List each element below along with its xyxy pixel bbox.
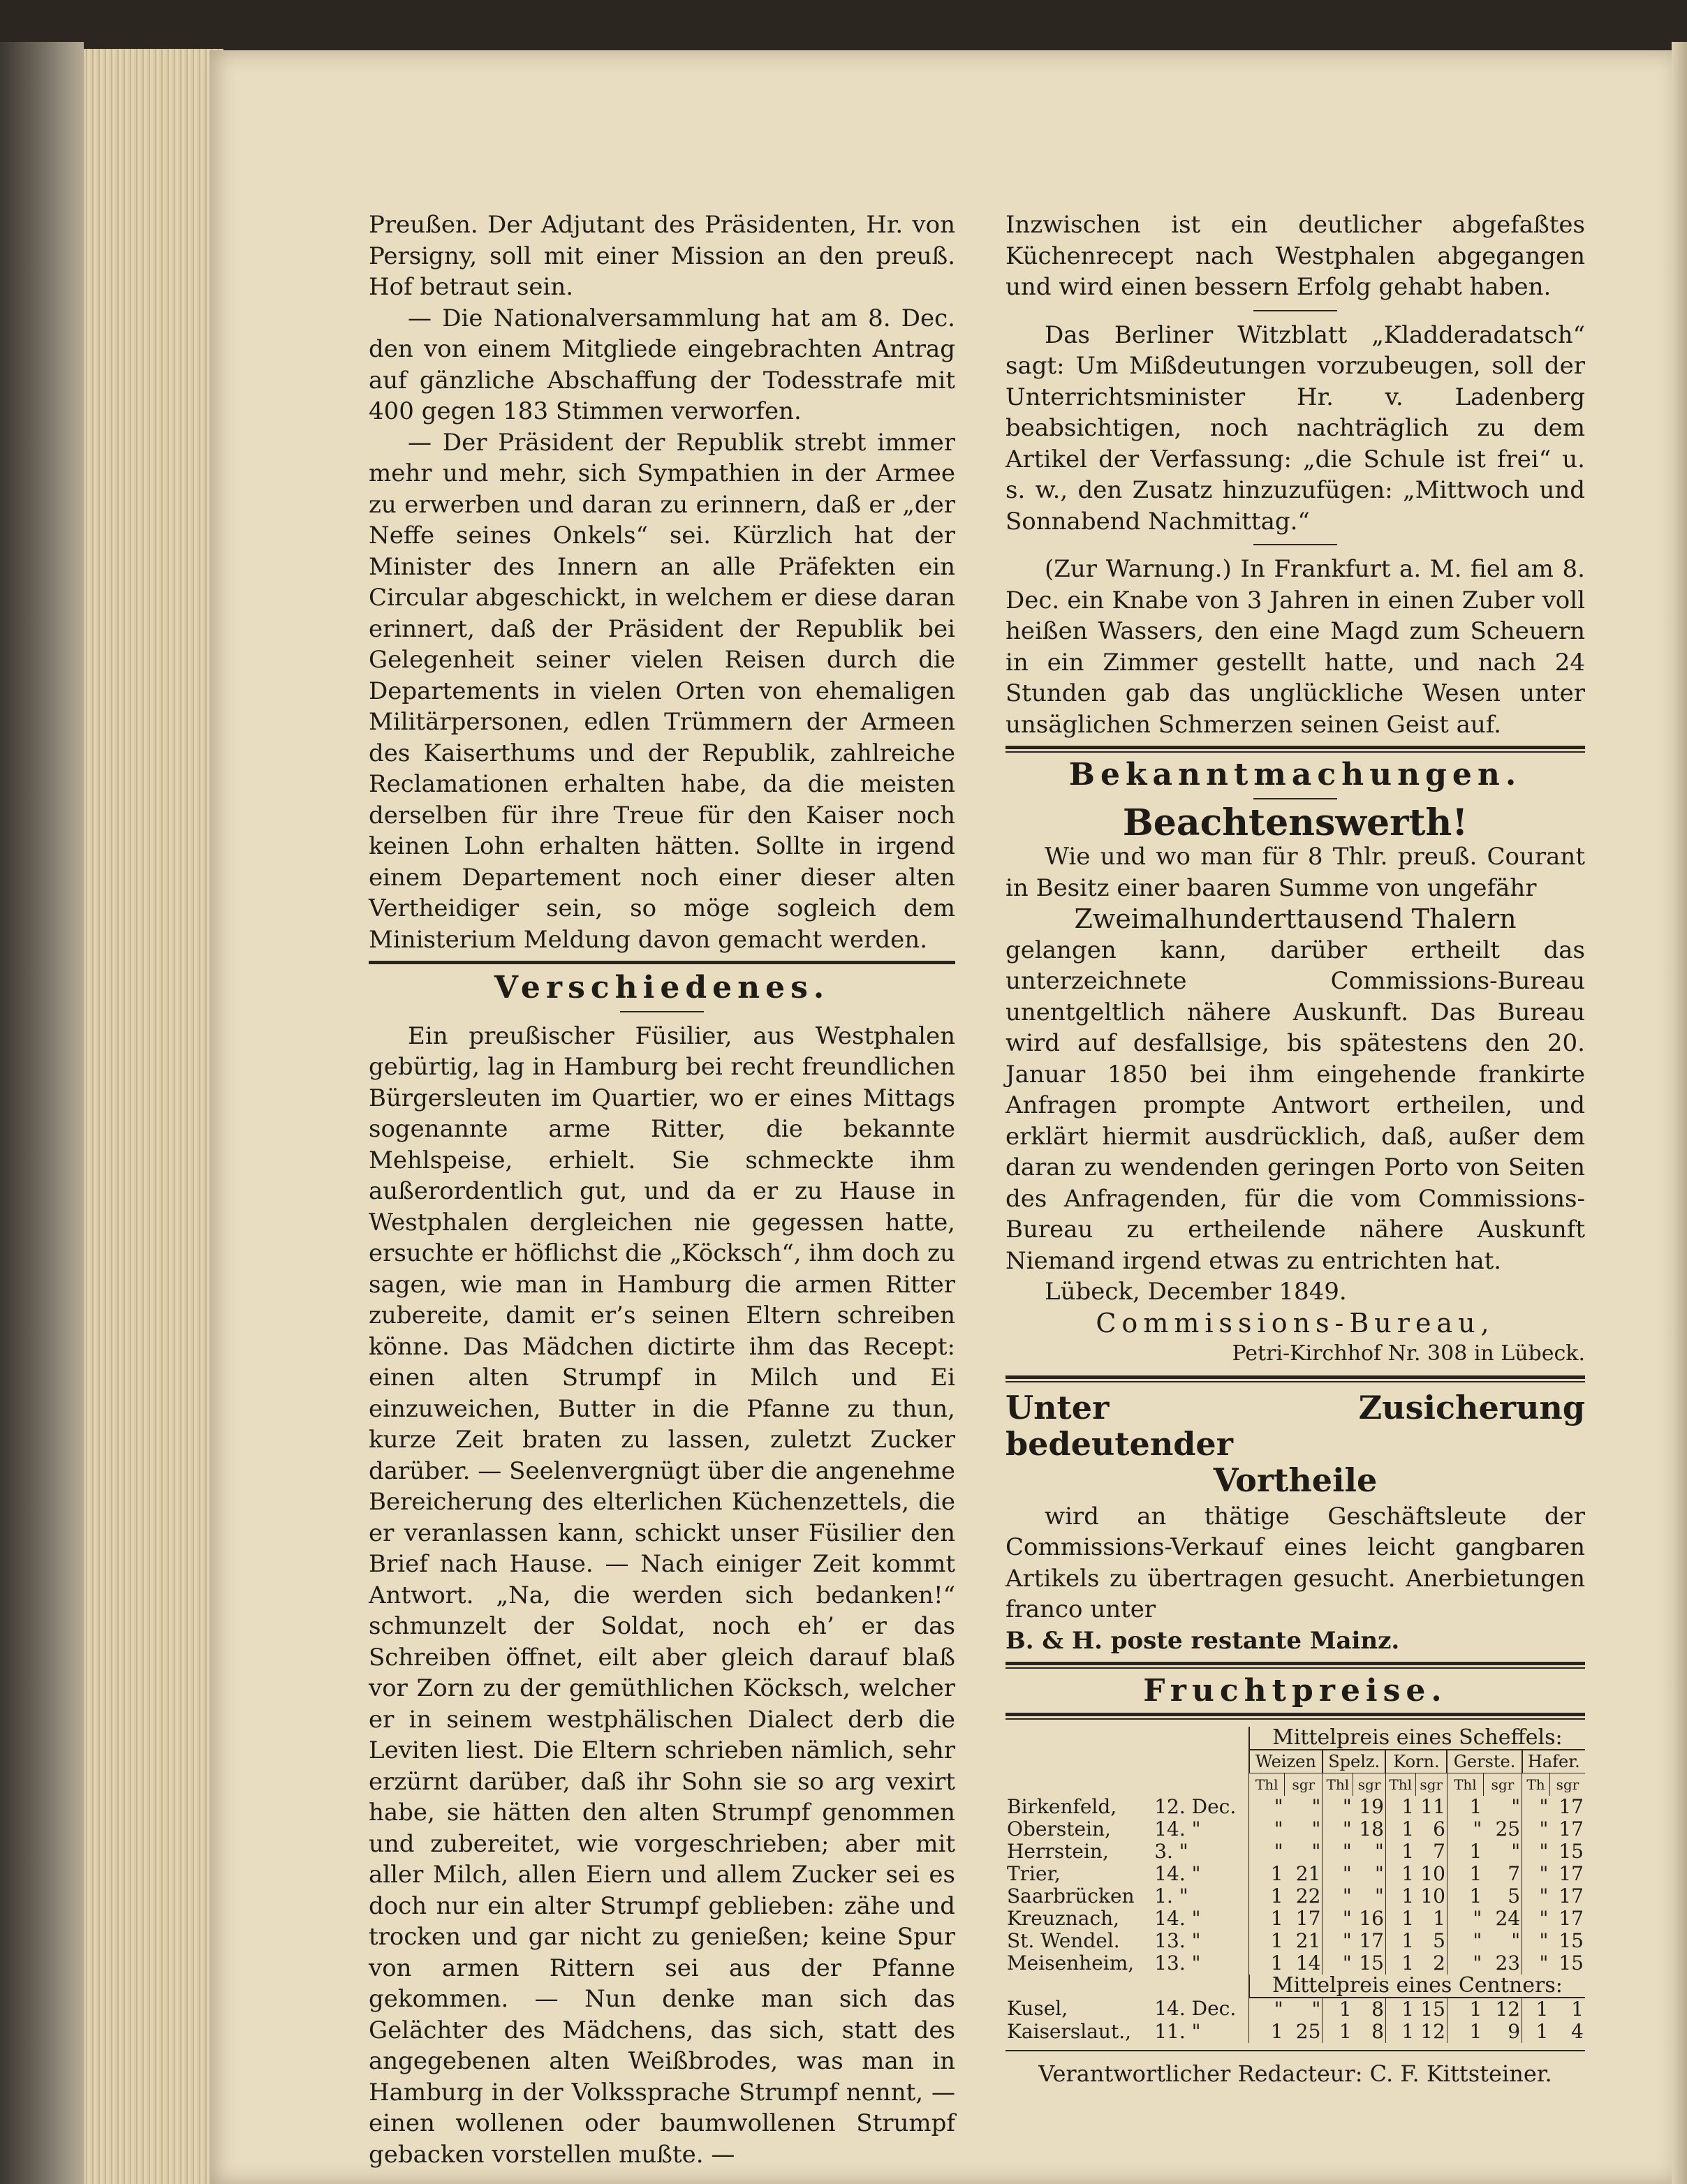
grain-header: Spelz. bbox=[1323, 1750, 1386, 1773]
unit-header: sgr bbox=[1415, 1773, 1447, 1796]
price-cell: 1 bbox=[1447, 1885, 1483, 1908]
price-cell: 1 bbox=[1522, 2021, 1550, 2043]
page-right-edge bbox=[1672, 42, 1687, 2184]
short-rule bbox=[1253, 310, 1337, 311]
table-row bbox=[1005, 2021, 1585, 2043]
price-cell: 5 bbox=[1433, 1928, 1445, 1952]
price-cell: 12 bbox=[1420, 2019, 1445, 2043]
price-cell: 21 bbox=[1295, 1928, 1321, 1952]
grain-price-table bbox=[1005, 1727, 1585, 2043]
promo-code: B. & H. poste restante Mainz. bbox=[1005, 1626, 1400, 1655]
grain-header: Hafer. bbox=[1522, 1750, 1585, 1773]
price-cell: 1 bbox=[1385, 1840, 1415, 1863]
price-cell: 6 bbox=[1433, 1817, 1445, 1840]
page-stack bbox=[84, 49, 223, 2184]
news-paragraph: — Die Nationalversammlung hat am 8. Dec. den von einem Mitgliede eingebrachten Antrag auf gänzliche Abschaffung der Todesstrafe mit 400 gegen 183 Stimmen verworfen. bbox=[369, 304, 955, 425]
news-paragraph: Preußen. Der Adjutant des Präsidenten, Hr. von Persigny, soll mit einer Mission an den preuß. Hof betraut sein. bbox=[369, 211, 955, 301]
price-cell: 17 bbox=[1559, 1906, 1584, 1930]
price-cell: 1 bbox=[1385, 1796, 1415, 1818]
price-cell: " bbox=[1511, 1839, 1521, 1863]
price-cell: 25 bbox=[1495, 1817, 1521, 1840]
price-cell: 1 bbox=[1385, 2021, 1415, 2043]
price-cell: 8 bbox=[1371, 1997, 1384, 2021]
advertisement-amount: Zweimalhunderttausend Thalern bbox=[1074, 903, 1517, 934]
price-cell: " bbox=[1323, 1885, 1353, 1908]
price-cell: 2 bbox=[1433, 1951, 1445, 1975]
price-cell: " bbox=[1522, 1840, 1550, 1863]
section-title: Bekanntmachungen. bbox=[1068, 757, 1522, 792]
price-cell: " bbox=[1522, 1930, 1550, 1952]
price-cell: " bbox=[1375, 1884, 1384, 1908]
price-cell: 15 bbox=[1559, 1928, 1584, 1952]
price-cell: 19 bbox=[1359, 1794, 1384, 1818]
advertisement-address: Petri-Kirchhof Nr. 308 in Lübeck. bbox=[1232, 1341, 1585, 1366]
price-cell: " bbox=[1511, 1794, 1521, 1818]
table-row bbox=[1005, 1796, 1585, 1818]
price-cell: 25 bbox=[1295, 2019, 1321, 2043]
section-divider bbox=[1005, 1662, 1585, 1669]
table-row bbox=[1005, 1840, 1585, 1863]
editor-footer: Verantwortlicher Redacteur: C. F. Kittsteiner. bbox=[1005, 2050, 1585, 2090]
short-rule bbox=[1253, 544, 1337, 545]
section-divider bbox=[369, 961, 955, 964]
table-group-header: Mittelpreis eines Centners: bbox=[1249, 1975, 1585, 1998]
price-cell: " bbox=[1311, 1817, 1321, 1840]
price-cell: " bbox=[1249, 1840, 1285, 1863]
place-name: Kaiserslaut., bbox=[1007, 2019, 1131, 2043]
unit-header: Th bbox=[1522, 1773, 1550, 1796]
price-cell: 1 bbox=[1385, 1952, 1415, 1975]
price-cell: 1 bbox=[1249, 2021, 1285, 2043]
price-cell: " bbox=[1323, 1952, 1353, 1975]
market-date: 13. " bbox=[1154, 1928, 1201, 1952]
price-cell: 18 bbox=[1359, 1817, 1384, 1840]
price-cell: 1 bbox=[1385, 1885, 1415, 1908]
price-cell: 4 bbox=[1571, 2019, 1584, 2043]
price-cell: 9 bbox=[1508, 2019, 1521, 2043]
price-cell: " bbox=[1511, 1928, 1521, 1952]
price-cell: 1 bbox=[1447, 1863, 1483, 1885]
market-date: 13. " bbox=[1154, 1951, 1201, 1975]
price-cell: 1 bbox=[1249, 1908, 1285, 1930]
price-cell: " bbox=[1447, 1952, 1483, 1975]
price-cell: 1 bbox=[1385, 1863, 1415, 1885]
market-date: 1. " bbox=[1154, 1884, 1188, 1908]
section-divider bbox=[1005, 1713, 1585, 1720]
price-cell: 17 bbox=[1295, 1906, 1321, 1930]
place-name: Saarbrücken bbox=[1007, 1884, 1135, 1908]
grain-header: Weizen bbox=[1249, 1750, 1323, 1773]
advertisement-signature: Commissions-Bureau, bbox=[1096, 1307, 1495, 1338]
promo-title bbox=[1005, 1389, 1585, 1498]
price-cell: 1 bbox=[1433, 1906, 1445, 1930]
unit-header: sgr bbox=[1549, 1773, 1585, 1796]
price-cell: 17 bbox=[1559, 1861, 1584, 1885]
table-row bbox=[1005, 1930, 1585, 1952]
place-name: St. Wendel. bbox=[1007, 1928, 1120, 1952]
price-cell: " bbox=[1522, 1863, 1550, 1885]
price-cell: " bbox=[1447, 1908, 1483, 1930]
market-date: 11. " bbox=[1154, 2019, 1201, 2043]
price-cell: " bbox=[1311, 1997, 1321, 2021]
price-cell: 1 bbox=[1323, 2021, 1353, 2043]
advertisement-text: gelangen kann, darüber ertheilt das unterzeichnete Commissions-Bureau unentgeltlich nähere Auskunft. Das Bureau wird auf desfallsige, bis spätestens den 20. Januar 1850 bei ihm eingehende frankirte Anfragen prompte Antwort ertheilen, und erklärt hiermit ausdrücklich, daß, außer dem daran zu wendenden geringen Porto von Seiten des Anfragenden, für die vom Commissions-Bureau zu ertheilende nähere Auskunft Niemand irgend etwas zu entrichten hat. bbox=[1005, 936, 1585, 1275]
price-cell: " bbox=[1375, 1861, 1384, 1885]
price-cell: 1 bbox=[1385, 1930, 1415, 1952]
short-rule bbox=[620, 1011, 704, 1012]
price-cell: 1 bbox=[1385, 1998, 1415, 2021]
left-column bbox=[369, 209, 955, 2170]
table-row bbox=[1005, 1863, 1585, 1885]
promo-text: wird an thätige Geschäftsleute der Commissions-Verkauf eines leicht gangbaren Artikels zu übertragen gesucht. Anerbietungen franco unter bbox=[1005, 1502, 1585, 1623]
unit-header: sgr bbox=[1483, 1773, 1522, 1796]
advertisement-date: Lübeck, December 1849. bbox=[1045, 1278, 1347, 1306]
price-cell: " bbox=[1323, 1840, 1353, 1863]
table-row bbox=[1005, 1908, 1585, 1930]
price-cell: " bbox=[1447, 1818, 1483, 1840]
price-cell: 1 bbox=[1249, 1952, 1285, 1975]
place-name: Herrstein, bbox=[1007, 1839, 1109, 1863]
price-cell: 15 bbox=[1420, 1997, 1445, 2021]
promo-title-line: Unter Zusicherung bedeutender bbox=[1005, 1388, 1585, 1463]
price-cell: 1 bbox=[1385, 1818, 1415, 1840]
price-cell: " bbox=[1522, 1885, 1550, 1908]
place-name: Kusel, bbox=[1007, 1997, 1068, 2020]
section-title: Verschiedenes. bbox=[494, 970, 830, 1005]
news-paragraph: Inzwischen ist ein deutlicher abgefaßtes Küchenrecept nach Westphalen abgegangen und wird einen bessern Erfolg gehabt haben. bbox=[1005, 211, 1585, 301]
price-cell: " bbox=[1522, 1818, 1550, 1840]
price-cell: 23 bbox=[1495, 1951, 1521, 1975]
unit-header: Thl bbox=[1385, 1773, 1415, 1796]
price-cell: 22 bbox=[1295, 1884, 1321, 1908]
unit-header: Thl bbox=[1323, 1773, 1353, 1796]
price-cell: 1 bbox=[1447, 1796, 1483, 1818]
place-name: Birkenfeld, bbox=[1007, 1794, 1117, 1818]
market-date: 14. " bbox=[1154, 1906, 1201, 1930]
price-cell: " bbox=[1522, 1952, 1550, 1975]
price-cell: 17 bbox=[1559, 1884, 1584, 1908]
price-cell: 1 bbox=[1447, 2021, 1483, 2043]
price-cell: 10 bbox=[1420, 1884, 1445, 1908]
price-cell: " bbox=[1249, 1998, 1285, 2021]
right-column bbox=[1005, 209, 1585, 2089]
price-cell: 15 bbox=[1559, 1839, 1584, 1863]
story-paragraph: Ein preußischer Füsilier, aus Westphalen gebürtig, lag in Hamburg bei recht freundlichen Bürgersleuten im Quartier, wo er eines Mittags sogenannte arme Ritter, die bekannte Mehlspeise, erhielt. Sie schmeckte ihm außerordentlich gut, und da er zu Hause in Westphalen dergleichen nie gegessen hatte, ersuchte er höflichst die „Köcksch“, ihm doch zu sagen, wie man in Hamburg die armen Ritter zubereite, damit er’s seinen Eltern schreiben könne. Das Mädchen dictirte ihm das Recept: einen alten Strumpf in Milch und Ei einzuweichen, Butter in die Pfanne zu thun, kurze Zeit braten zu lassen, zuletzt Zucker darüber. — Seelenvergnügt über die angenehme Bereicherung des elterlichen Küchenzettels, die er veranlassen kann, schickt unser Füsilier den Brief nach Hause. — Nach einiger Zeit kommt Antwort. „Na, die werden sich bedanken!“ schmunzelt der Soldat, noch eh’ er das Schreiben öffnet, eilt aber gleich darauf blaß vor Zorn zu der gemüthlichen Köcksch, welcher er in seinem westphälischen Dialect derb die Leviten liest. Die Eltern schrieben nämlich, sehr erzürnt darüber, daß ihr Sohn sie so arg vexirt habe, sie hätten den alten Strumpf genommen und zubereitet, wie vorgeschrieben; aber mit aller Milch, allen Eiern und allem Zucker sei es doch nur ein alter Strumpf geblieben: zähe und trocken und gar nicht zu genießen; keine Spur von armen Rittern sei aus der Pfanne gekommen. — Nun denke man sich das Gelächter des Mädchens, das sich, statt des angegebenen alten Weißbrodes, was man in Hamburg in der Volkssprache Strumpf nennt, — einen wollenen oder baumwollenen Strumpf gebacken vorstellen mußte. — bbox=[369, 1021, 955, 2169]
news-paragraph: (Zur Warnung.) In Frankfurt a. M. fiel am 8. Dec. ein Knabe von 3 Jahren in einen Zuber voll heißen Wassers, den eine Magd zum Scheuern in ein Zimmer gestellt hatte, und nach 24 Stunden gab das unglückliche Wesen unter unsäglichen Schmerzen seinen Geist auf. bbox=[1005, 555, 1585, 739]
place-name: Meisenheim, bbox=[1007, 1951, 1135, 1975]
price-cell: 1 bbox=[1385, 1908, 1415, 1930]
market-date: 3. " bbox=[1154, 1839, 1188, 1863]
table-group-header: Mittelpreis eines Scheffels: bbox=[1249, 1727, 1585, 1750]
price-cell: 1 bbox=[1522, 1998, 1550, 2021]
place-name: Oberstein, bbox=[1007, 1817, 1111, 1840]
market-date: 14. Dec. bbox=[1154, 1997, 1237, 2020]
advertisement-text: Wie und wo man für 8 Thlr. preuß. Courant in Besitz einer baaren Summe von ungefähr bbox=[1005, 843, 1585, 902]
book-cover-edge bbox=[0, 42, 84, 2184]
price-cell: 10 bbox=[1420, 1861, 1445, 1885]
price-cell: " bbox=[1311, 1839, 1321, 1863]
price-cell: " bbox=[1249, 1796, 1285, 1818]
table-row bbox=[1005, 1998, 1585, 2021]
price-cell: " bbox=[1323, 1818, 1353, 1840]
price-cell: 7 bbox=[1433, 1839, 1445, 1863]
price-cell: 21 bbox=[1295, 1861, 1321, 1885]
advertisement-title: Beachtenswerth! bbox=[1122, 801, 1468, 844]
price-cell: " bbox=[1522, 1796, 1550, 1818]
price-cell: 8 bbox=[1371, 2019, 1384, 2043]
price-cell: 1 bbox=[1249, 1863, 1285, 1885]
price-cell: " bbox=[1323, 1908, 1353, 1930]
price-cell: 15 bbox=[1559, 1951, 1584, 1975]
price-cell: 16 bbox=[1359, 1906, 1384, 1930]
price-cell: 15 bbox=[1359, 1951, 1384, 1975]
unit-header: sgr bbox=[1353, 1773, 1386, 1796]
price-cell: 17 bbox=[1359, 1928, 1384, 1952]
price-cell: 12 bbox=[1495, 1997, 1521, 2021]
price-cell: " bbox=[1311, 1794, 1321, 1818]
section-divider bbox=[1005, 1375, 1585, 1382]
price-cell: 5 bbox=[1508, 1884, 1521, 1908]
section-title: Fruchtpreise. bbox=[1143, 1673, 1447, 1709]
price-cell: 1 bbox=[1323, 1998, 1353, 2021]
price-cell: 1 bbox=[1447, 1840, 1483, 1863]
section-divider bbox=[1005, 746, 1585, 753]
market-date: 14. " bbox=[1154, 1861, 1201, 1885]
price-cell: 17 bbox=[1559, 1794, 1584, 1818]
grain-header: Korn. bbox=[1385, 1750, 1447, 1773]
promo-title-line: Vortheile bbox=[1213, 1461, 1378, 1499]
unit-header: Thl bbox=[1249, 1773, 1285, 1796]
table-row bbox=[1005, 1952, 1585, 1975]
price-cell: 1 bbox=[1249, 1885, 1285, 1908]
news-paragraph: — Der Präsident der Republik strebt immer mehr und mehr, sich Sympathien in der Armee zu erwerben und daran zu erinnern, daß er „der Neffe seines Onkels“ sei. Kürzlich hat der Minister des Innern an alle Präfekten ein Circular abgeschickt, in welchem er diese daran erinnert, daß der Präsident der Republik bei Gelegenheit seiner vielen Reisen durch die Departements in vielen Orten von ehemaligen Militärpersonen, edlen Trümmern der Armeen des Kaiserthums und der Republik, zahlreiche Reclamationen erhalten habe, da die meisten derselben für ihre Treue für den Kaiser noch keinen Lohn erhalten hätten. Sollte in irgend einem Departement noch einer dieser alten Vertheidiger sein, so möge sogleich dem Ministerium Meldung davon gemacht werden. bbox=[369, 428, 955, 954]
price-cell: " bbox=[1447, 1930, 1483, 1952]
price-cell: 1 bbox=[1571, 1997, 1584, 2021]
unit-header: Thl bbox=[1447, 1773, 1483, 1796]
price-cell: " bbox=[1249, 1818, 1285, 1840]
price-cell: 1 bbox=[1249, 1930, 1285, 1952]
price-cell: 24 bbox=[1495, 1906, 1521, 1930]
place-name: Trier, bbox=[1007, 1861, 1061, 1885]
price-cell: " bbox=[1522, 1908, 1550, 1930]
market-date: 12. Dec. bbox=[1154, 1794, 1237, 1818]
unit-header: sgr bbox=[1285, 1773, 1323, 1796]
short-rule bbox=[1253, 798, 1337, 799]
price-cell: 7 bbox=[1508, 1861, 1521, 1885]
price-cell: 14 bbox=[1295, 1951, 1321, 1975]
price-cell: 1 bbox=[1447, 1998, 1483, 2021]
news-paragraph: Das Berliner Witzblatt „Kladderadatsch“ sagt: Um Mißdeutungen vorzubeugen, soll der Unterrichtsminister Hr. v. Ladenberg beabsichtigen, noch nachträglich zu dem Artikel der Verfassung: „die Schule ist frei“ u. s. w., den Zusatz hinzuzufügen: „Mittwoch und Sonnabend Nachmittag.“ bbox=[1005, 320, 1585, 536]
price-cell: 11 bbox=[1420, 1794, 1445, 1818]
place-name: Kreuznach, bbox=[1007, 1906, 1119, 1930]
grain-header: Gerste. bbox=[1447, 1750, 1522, 1773]
price-cell: " bbox=[1375, 1839, 1384, 1863]
price-cell: " bbox=[1323, 1863, 1353, 1885]
market-date: 14. " bbox=[1154, 1817, 1201, 1840]
table-row bbox=[1005, 1885, 1585, 1908]
price-cell: " bbox=[1323, 1930, 1353, 1952]
price-cell: 17 bbox=[1559, 1817, 1584, 1840]
table-row bbox=[1005, 1818, 1585, 1840]
price-cell: " bbox=[1323, 1796, 1353, 1818]
